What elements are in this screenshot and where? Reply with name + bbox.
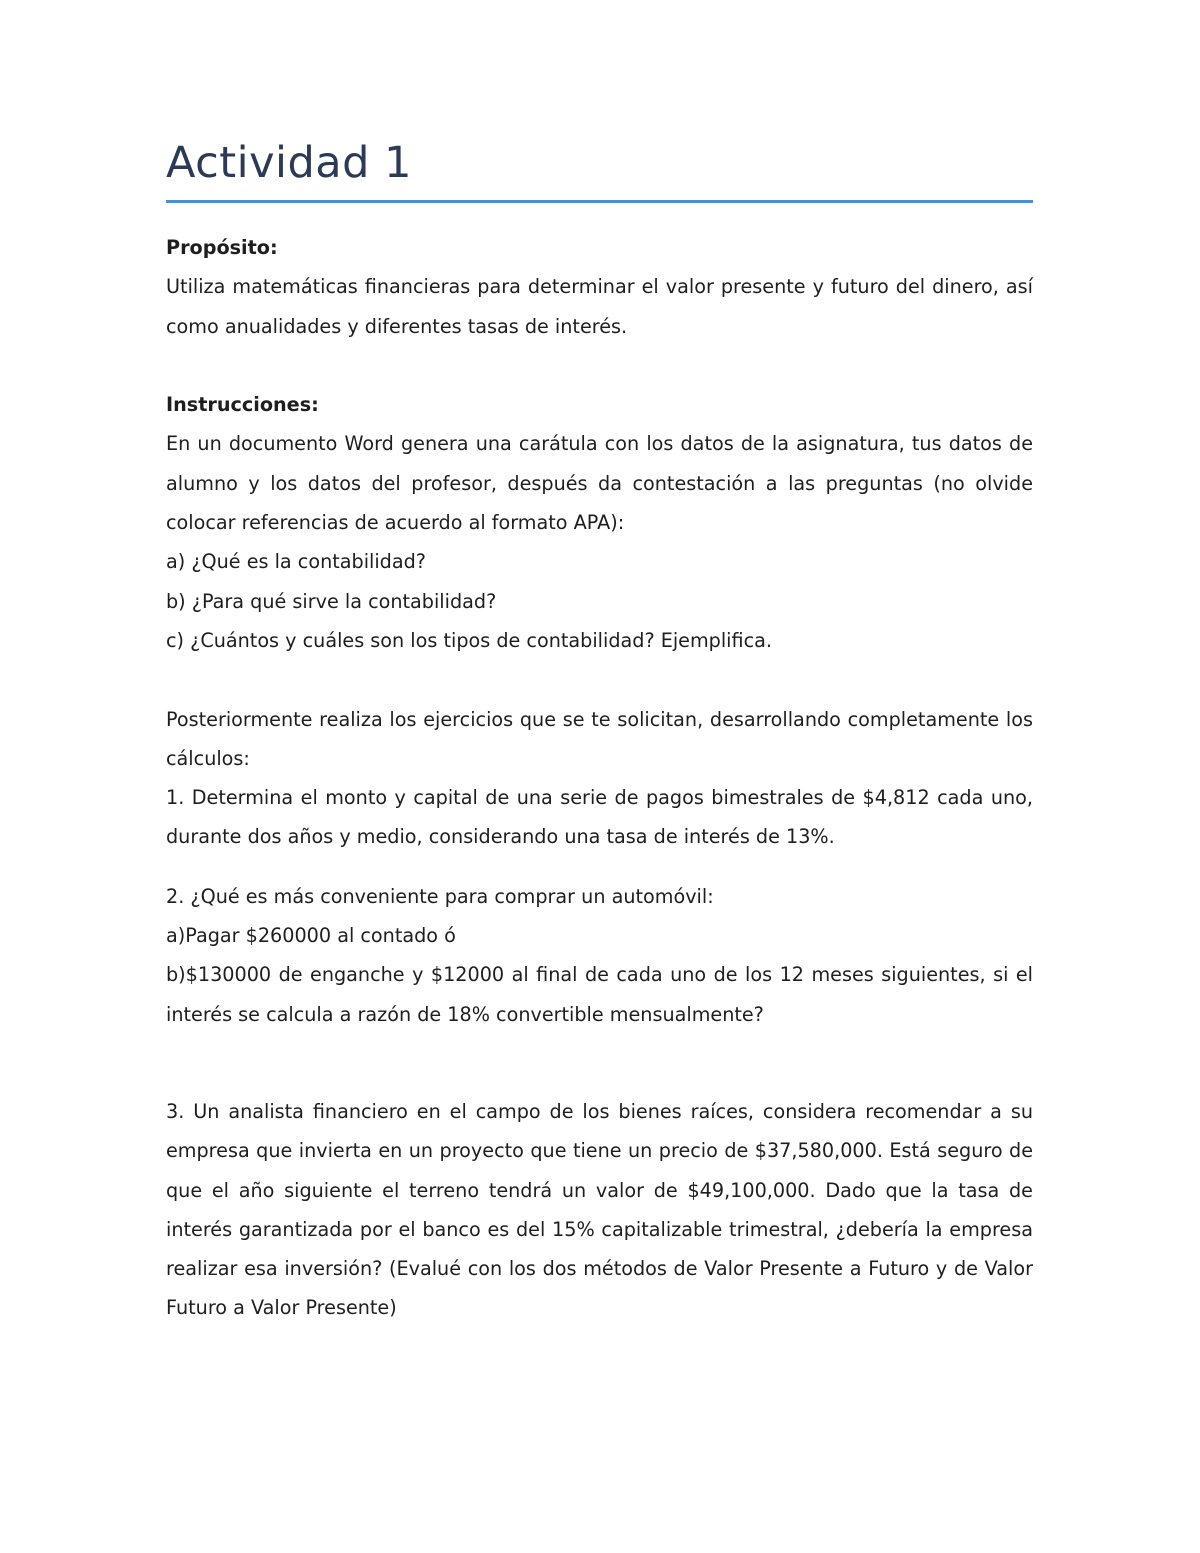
question-a: a) ¿Qué es la contabilidad? [166, 550, 426, 574]
title-underline [166, 200, 1033, 203]
spacer [166, 660, 1033, 699]
instrucciones-heading: Instrucciones: [166, 393, 319, 417]
spacer [166, 857, 1033, 877]
question-b: b) ¿Para qué sirve la contabilidad? [166, 589, 497, 613]
document-title: Actividad 1 [166, 138, 412, 188]
question-c: c) ¿Cuántos y cuáles son los tipos de contabilidad? Ejemplifica. [166, 628, 773, 652]
exercise-2-question: 2. ¿Qué es más conveniente para comprar un automóvil: [166, 884, 714, 908]
spacer [166, 346, 1033, 385]
proposito-heading: Propósito: [166, 236, 278, 259]
exercise-2-option-b: b)$130000 de enganche y $12000 al final de cada uno de los 12 meses siguientes, si el interés se calcula a razón de 18% convertible mensualmente? [166, 963, 1033, 1026]
spacer [166, 1034, 1033, 1092]
exercise-2-option-a: a)Pagar $260000 al contado ó [166, 924, 456, 948]
instrucciones-text: En un documento Word genera una carátula con los datos de la asignatura, tus datos de alumno y los datos del profesor, después da contestación a las preguntas (no olvide colocar referencias de acuerdo al formato APA): [166, 432, 1033, 535]
document-body [166, 228, 1033, 1328]
exercise-1: 1. Determina el monto y capital de una serie de pagos bimestrales de $4,812 cada uno, durante dos años y medio, considerando una tasa de interés de 13%. [166, 786, 1033, 849]
ejercicios-intro: Posteriormente realiza los ejercicios que se te solicitan, desarrollando completamente los cálculos: [166, 707, 1033, 770]
proposito-text: Utiliza matemáticas financieras para determinar el valor presente y futuro del dinero, así como anualidades y diferentes tasas de interés. [166, 275, 1033, 338]
exercise-3: 3. Un analista financiero en el campo de los bienes raíces, considera recomendar a su empresa que invierta en un proyecto que tiene un precio de $37,580,000. Está seguro de que el año siguiente el terreno tendrá un valor de $49,100,000. Dado que la tasa de interés garantizada por el banco es del 15% capitalizable trimestral, ¿debería la empresa realizar esa inversión? (Evalué con los dos métodos de Valor Presente a Futuro y de Valor Futuro a Valor Presente) [166, 1099, 1033, 1320]
